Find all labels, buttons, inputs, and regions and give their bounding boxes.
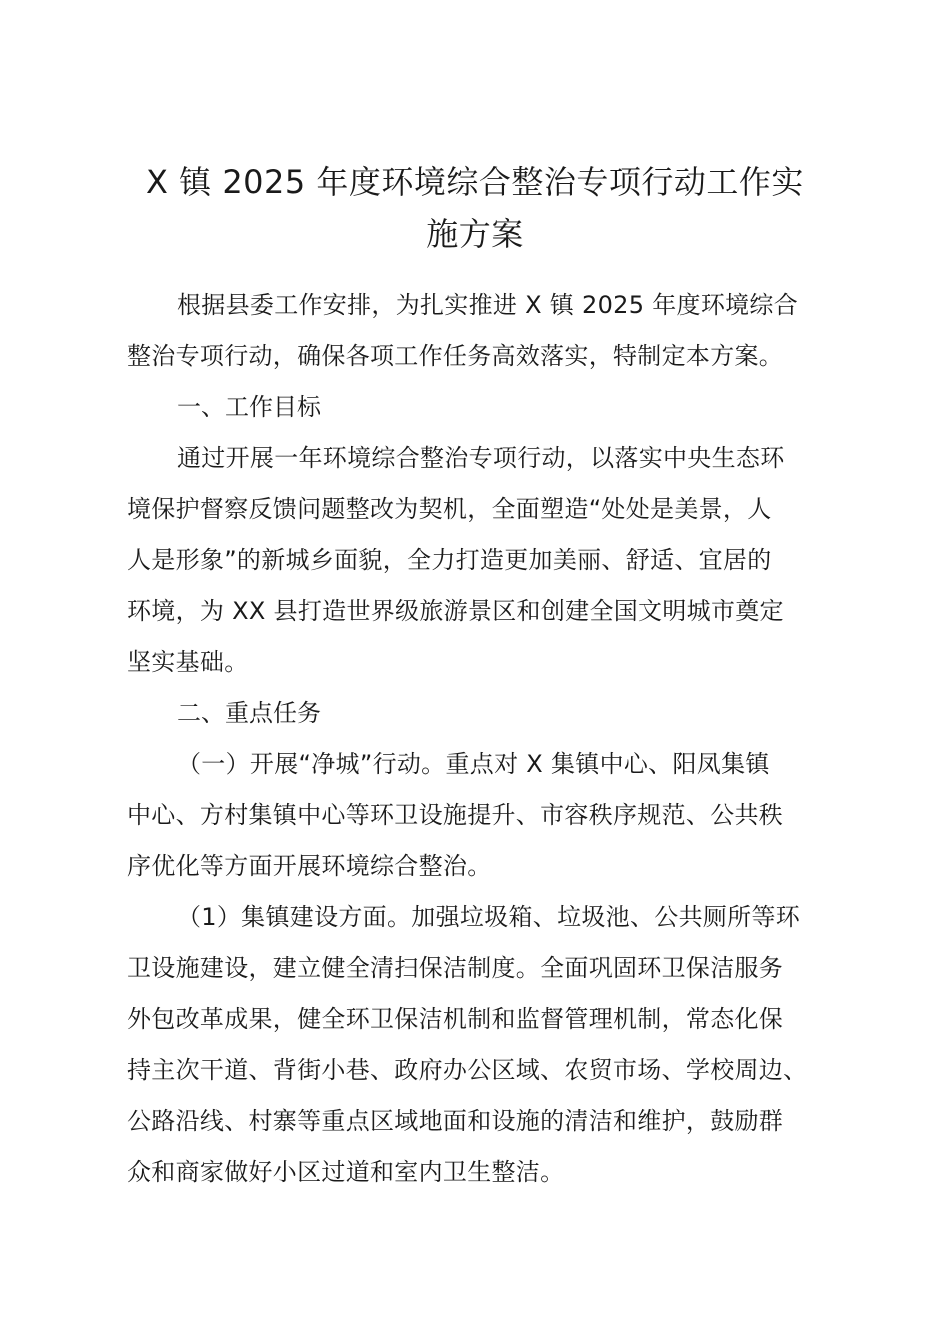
page-title	[100, 156, 850, 260]
text-line: 卫设施建设，建立健全清扫保洁制度。全面巩固环卫保洁服务	[127, 954, 784, 982]
text-line: 根据县委工作安排，为扎实推进 X 镇 2025 年度环境综合	[177, 291, 799, 319]
text-line: 公路沿线、村寨等重点区域地面和设施的清洁和维护，鼓励群	[127, 1107, 784, 1135]
text-line: 境保护督察反馈问题整改为契机，全面塑造“处处是美景，人	[127, 495, 772, 523]
text-line: 持主次干道、背街小巷、政府办公区域、农贸市场、学校周边、	[127, 1056, 808, 1084]
text-line: 环境，为 XX 县打造世界级旅游景区和创建全国文明城市奠定	[127, 597, 784, 625]
document-body	[127, 280, 835, 1198]
text-line: 外包改革成果，健全环卫保洁机制和监督管理机制，常态化保	[127, 1005, 784, 1033]
text-line: （一）开展“净城”行动。重点对 X 集镇中心、阳凤集镇	[177, 750, 770, 778]
text-line: 坚实基础。	[127, 648, 249, 676]
title-line: 施方案	[426, 215, 524, 253]
subtask-paragraph	[127, 892, 835, 1198]
text-line: 序优化等方面开展环境综合整治。	[127, 852, 492, 880]
text-line: 通过开展一年环境综合整治专项行动，以落实中央生态环	[177, 444, 785, 472]
section-heading-goals: 一、工作目标	[177, 393, 321, 421]
text-line: 众和商家做好小区过道和室内卫生整洁。	[127, 1158, 565, 1186]
text-line: （1）集镇建设方面。加强垃圾箱、垃圾池、公共厕所等环	[177, 903, 801, 931]
text-line: 中心、方村集镇中心等环卫设施提升、市容秩序规范、公共秩	[127, 801, 784, 829]
goals-paragraph	[127, 433, 835, 688]
intro-paragraph	[127, 280, 835, 382]
text-line: 人是形象”的新城乡面貌，全力打造更加美丽、舒适、宜居的	[127, 546, 772, 574]
section-heading-tasks: 二、重点任务	[177, 699, 321, 727]
title-line: X 镇 2025 年度环境综合整治专项行动工作实	[146, 163, 804, 201]
task-paragraph	[127, 739, 835, 892]
text-line: 整治专项行动，确保各项工作任务高效落实，特制定本方案。	[127, 342, 784, 370]
